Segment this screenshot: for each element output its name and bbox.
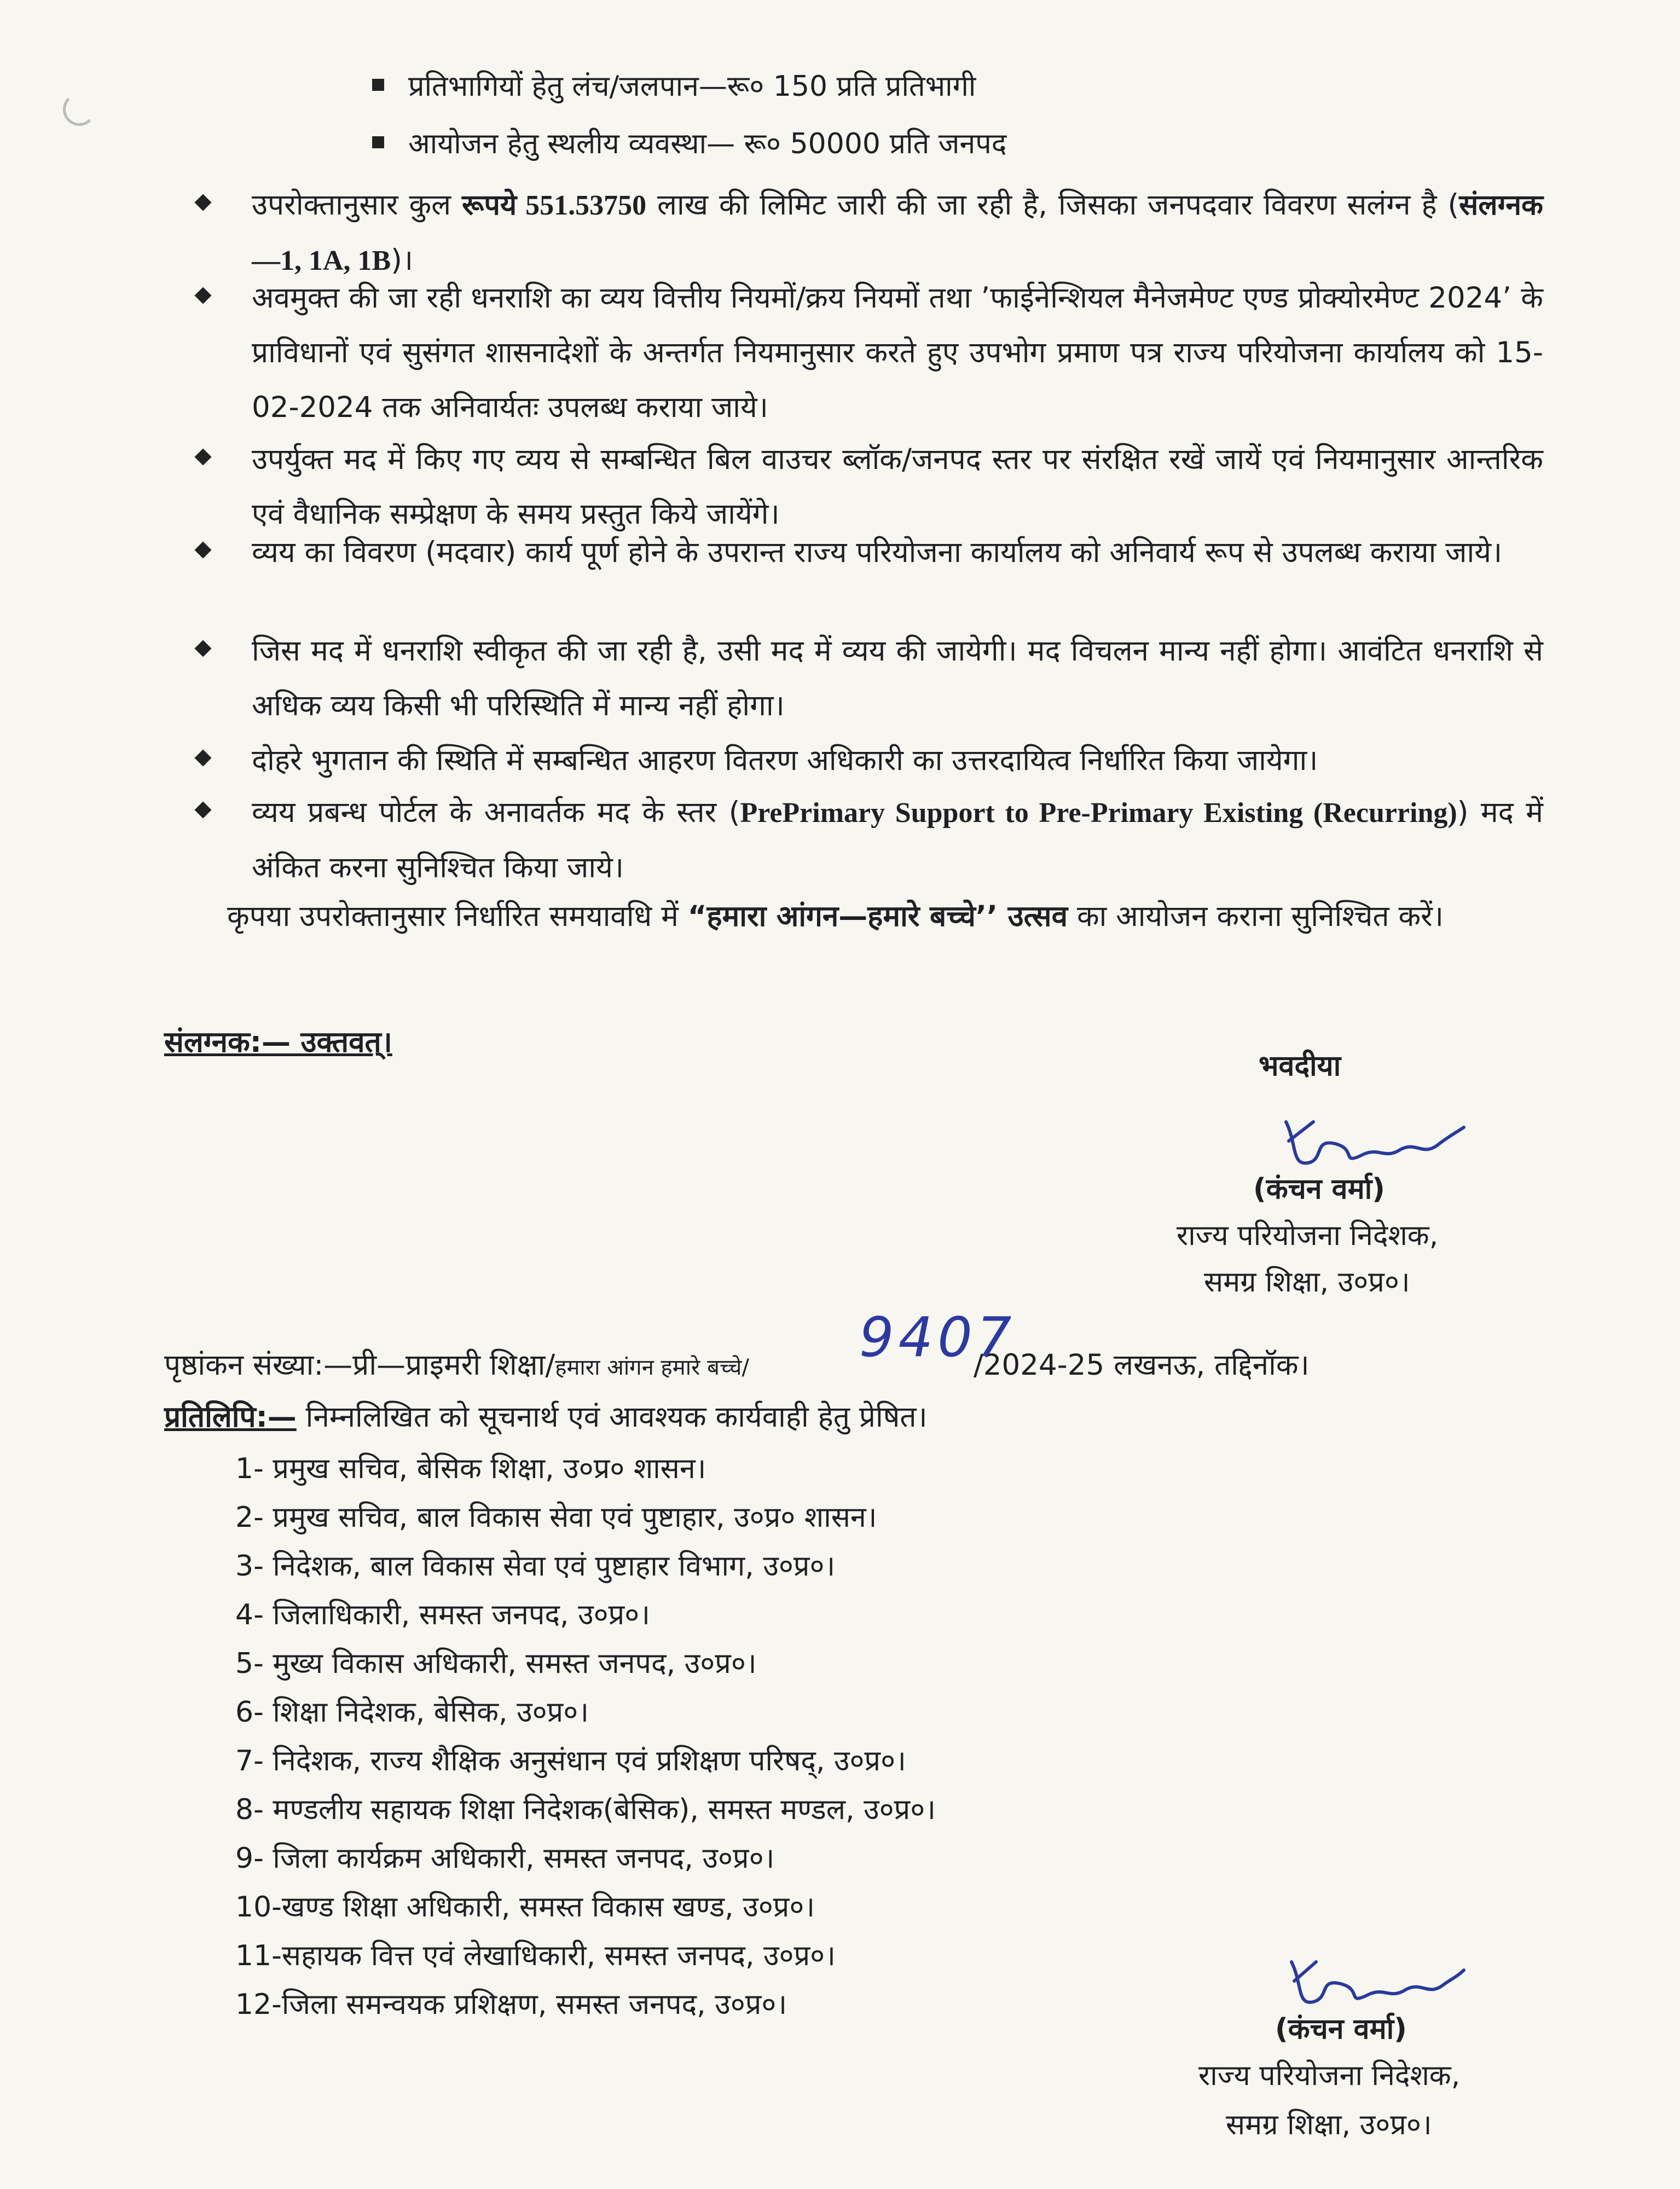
signature-scribble-2 xyxy=(1281,1954,1467,2014)
list-item: 4- जिलाधिकारी, समस्त जनपद, उ०प्र०। xyxy=(235,1599,650,1631)
annexure-label: संलग्नक:— उक्तवत्। xyxy=(164,1026,392,1059)
bullet-bill-voucher: उपर्युक्त मद में किए गए व्यय से सम्बन्धित बिल वाउचर ब्लॉक/जनपद स्तर पर संरक्षित रखें जायें एवं नियमानुसार आन्तरिक एवं वैधानिक सम्प्रेक्षण के समय प्रस्तुत किये जायेंगे। xyxy=(208,432,1543,542)
bullet-expense-details: व्यय का विवरण (मदवार) कार्य पूर्ण होने के उपरान्त राज्य परियोजना कार्यालय को अनिवार्य रूप से उपलब्ध कराया जाये। xyxy=(208,525,1543,580)
bullet-expenditure-rules: अवमुक्त की जा रही धनराशि का व्यय वित्तीय नियमों/क्रय नियमों तथा ’फाईनेन्शियल मैनेजमेण्ट एण्ड प्रोक्योरमेण्ट 2024’ के प्राविधानों एवं सुसंगत शासनादेशों के अन्तर्गत नियमानुसार करते हुए उपभोग प्रमाण पत्र राज्य परियोजना कार्यालय को 15-02-2024 तक अनिवार्यतः उपलब्ध कराया जाये। xyxy=(208,271,1543,435)
list-item: 6- शिक्षा निदेशक, बेसिक, उ०प्र०। xyxy=(235,1696,589,1729)
list-item: 11-सहायक वित्त एवं लेखाधिकारी, समस्त जनपद, उ०प्र०। xyxy=(235,1939,836,1972)
endorsement-number-line: पृष्ठांकन संख्या:—प्री—प्राइमरी शिक्षा/हमारा आंगन हमारे बच्चे/ /2024-25 लखनऊ, तद्दिनॉक। xyxy=(164,1348,1310,1382)
diamond-bullet-icon xyxy=(194,640,211,657)
bullet-limit: उपरोक्तानुसार कुल रूपये 551.53750 लाख की लिमिट जारी की जा रही है, जिसका जनपदवार विवरण सलंग्न है (संलग्नक—1, 1A, 1B)। xyxy=(208,178,1543,288)
item-local-arrangement: आयोजन हेतु स्थलीय व्यवस्था— रू० 50000 प्रति जनपद xyxy=(372,123,1006,162)
diamond-bullet-icon xyxy=(194,801,211,818)
copy-to-line: प्रतिलिपि:— निम्नलिखित को सूचनार्थ एवं आवश्यक कार्यवाही हेतु प्रेषित। xyxy=(164,1400,928,1434)
diamond-bullet-icon xyxy=(194,194,211,211)
punch-hole-mark xyxy=(63,93,96,126)
list-item: 2- प्रमुख सचिव, बाल विकास सेवा एवं पुष्टाहार, उ०प्र० शासन। xyxy=(235,1501,877,1534)
salutation: भवदीया xyxy=(1259,1050,1341,1082)
list-item: 5- मुख्य विकास अधिकारी, समस्त जनपद, उ०प्र०। xyxy=(235,1647,757,1680)
list-item: 8- मण्डलीय सहायक शिक्षा निदेशक(बेसिक), समस्त मण्डल, उ०प्र०। xyxy=(235,1793,936,1826)
list-item: 1- प्रमुख सचिव, बेसिक शिक्षा, उ०प्र० शासन। xyxy=(235,1452,706,1485)
closing-request: कृपया उपरोक्तानुसार निर्धारित समयावधि में “हमारा आंगन—हमारे बच्चे’’ उत्सव का आयोजन कराना सुनिश्चित करें। xyxy=(227,900,1444,933)
recipient-list xyxy=(235,1445,936,2029)
list-item: 10-खण्ड शिक्षा अधिकारी, समस्त विकास खण्ड, उ०प्र०। xyxy=(235,1891,815,1924)
diamond-bullet-icon xyxy=(194,448,211,465)
signatory-name-2: (कंचन वर्मा) xyxy=(1275,2013,1407,2046)
signatory-organisation: समग्र शिक्षा, उ०प्र०। xyxy=(1204,1266,1410,1299)
diamond-bullet-icon xyxy=(194,749,211,766)
square-bullet-icon xyxy=(372,79,384,91)
square-bullet-icon xyxy=(372,136,384,148)
bullet-portal-entry: व्यय प्रबन्ध पोर्टल के अनावर्तक मद के स्तर (PrePrimary Support to Pre-Primary Existing (Recurring)) मद में अंकित करना सुनिश्चित किया जाये। xyxy=(208,785,1543,895)
signatory-designation-2: राज्य परियोजना निदेशक, xyxy=(1198,2059,1461,2092)
signatory-name: (कंचन वर्मा) xyxy=(1253,1173,1385,1206)
bullet-head-deviation: जिस मद में धनराशि स्वीकृत की जा रही है, उसी मद में व्यय की जायेगी। मद विचलन मान्य नहीं होगा। आवंटित धनराशि से अधिक व्यय किसी भी परिस्थिति में मान्य नहीं होगा। xyxy=(208,624,1543,733)
list-item: 3- निदेशक, बाल विकास सेवा एवं पुष्टाहार विभाग, उ०प्र०। xyxy=(235,1550,836,1583)
bullet-double-payment: दोहरे भुगतान की स्थिति में सम्बन्धित आहरण वितरण अधिकारी का उत्तरदायित्व निर्धारित किया जायेगा। xyxy=(208,733,1543,788)
handwritten-dispatch-number: 9407 xyxy=(859,1305,1016,1369)
list-item: 7- निदेशक, राज्य शैक्षिक अनुसंधान एवं प्रशिक्षण परिषद्, उ०प्र०। xyxy=(235,1745,906,1777)
signatory-organisation-2: समग्र शिक्षा, उ०प्र०। xyxy=(1226,2109,1432,2141)
list-item: 12-जिला समन्वयक प्रशिक्षण, समस्त जनपद, उ०प्र०। xyxy=(235,1988,787,2021)
signatory-designation: राज्य परियोजना निदेशक, xyxy=(1177,1219,1439,1252)
list-item: 9- जिला कार्यक्रम अधिकारी, समस्त जनपद, उ०प्र०। xyxy=(235,1842,775,1875)
item-lunch: प्रतिभागियों हेतु लंच/जलपान—रू० 150 प्रति प्रतिभागी xyxy=(372,66,976,105)
diamond-bullet-icon xyxy=(194,287,211,304)
diamond-bullet-icon xyxy=(194,541,211,558)
